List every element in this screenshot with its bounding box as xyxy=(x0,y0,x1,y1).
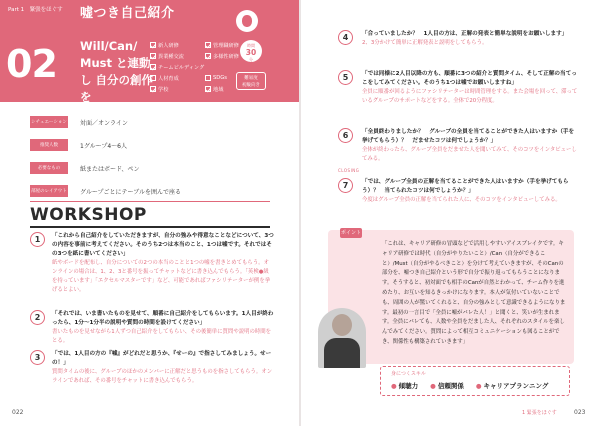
workshop-step xyxy=(30,310,274,346)
step-script: 「では同様に2人目以降の方も、順番に3つの紹介と質問タイム、そして正解の当てっこをしてみてください。そのうち1つは嘘でお願いしますね」 xyxy=(362,71,577,86)
usage-check-label: 異業種交流 xyxy=(158,53,184,60)
skill-item xyxy=(391,381,418,390)
step-note: 2、3分かけて簡単に正解発表と説明をしてもらう。 xyxy=(362,40,488,46)
skill-label: 傾聴力 xyxy=(398,382,419,390)
checked-box-icon xyxy=(205,42,211,48)
checked-box-icon xyxy=(150,53,156,59)
info-value: 対面／オンライン xyxy=(80,119,128,127)
activity-title: 嘘つき自己紹介 xyxy=(80,6,175,21)
workshop-step xyxy=(340,178,578,205)
info-label: 推奨人数 xyxy=(30,139,68,151)
info-label: 部屋のレイアウト xyxy=(30,185,68,197)
time-badge xyxy=(240,40,262,62)
workshop-underline xyxy=(30,226,270,228)
step-note: 全体が終わったら、グループ全員をだませた人を聞いてみて、そのコツをインタビューしてみる。 xyxy=(362,147,577,162)
info-table xyxy=(30,112,270,204)
step-script: 「これから自己紹介をしていただきますが、自分の強みや得意なことなどについて、3つの内容を事前に考えてください。そのうち2つは本当のこと、1つは嘘です。それではその3つを紙に書いてください」 xyxy=(52,233,274,257)
usage-check-label: 地域 xyxy=(213,86,224,93)
usage-check-item xyxy=(150,62,260,72)
checked-box-icon xyxy=(150,42,156,48)
workshop-heading: WORKSHOP xyxy=(30,205,147,225)
info-value: グループごとにテーブルを囲んで座る xyxy=(80,188,181,196)
time-label: 時間 xyxy=(247,43,255,48)
checked-box-icon xyxy=(205,53,211,59)
step-number: 5 xyxy=(338,70,353,85)
usage-check-item xyxy=(150,84,205,94)
info-row xyxy=(30,112,270,132)
step-note: 質問タイムの後に、グループのほかのメンバーに正解だと思うものを指さしてもらう。オンラインであれば、その番号をチャットに書き込んでもらう。 xyxy=(52,369,273,384)
divider xyxy=(30,201,270,202)
activity-subtitle: Will/Can/ Must と連動し 自分の創作を xyxy=(80,39,154,104)
workshop-step xyxy=(30,232,274,295)
info-row xyxy=(30,158,270,178)
time-unit: 分 xyxy=(249,57,253,62)
checked-box-icon xyxy=(150,86,156,92)
usage-check-item xyxy=(150,40,205,50)
unchecked-box-icon xyxy=(205,75,211,81)
step-number: 6 xyxy=(338,128,353,143)
time-value: 30 xyxy=(245,48,257,57)
part-label: Part 1 緊張をほぐす xyxy=(8,7,63,13)
activity-header xyxy=(0,0,300,102)
unchecked-box-icon xyxy=(150,75,156,81)
usage-check-label: 学校 xyxy=(158,86,169,93)
point-tag: ポイント xyxy=(340,230,361,236)
usage-check-item xyxy=(150,51,205,61)
usage-check-label: SDGs xyxy=(213,75,228,81)
running-title: 1 緊張をほぐす xyxy=(522,410,557,416)
step-note: 全員に順番が回るようにファシリテーターは時間管理をする。また会場を回って、滞っているグループのサポートなどをする。全体で20分程度。 xyxy=(362,89,578,104)
usage-check-label: 新人研修 xyxy=(158,42,179,49)
bullet-icon: ● xyxy=(391,382,397,390)
activity-number: 02 xyxy=(6,42,57,86)
step-number: 3 xyxy=(30,350,45,365)
step-number: 2 xyxy=(30,310,45,325)
info-label: 必要なもの xyxy=(30,162,68,174)
page-number-right: 023 xyxy=(574,409,586,416)
usage-check-label: 管理職研修 xyxy=(213,42,239,49)
facilitator-avatar xyxy=(318,308,366,368)
step-script: 「では、グループ全員の正解を当てることができた人はいますか（手を挙げてもらう）？ 当てられたコツは何でしょうか？」 xyxy=(362,179,569,194)
workshop-step xyxy=(340,128,578,164)
info-row xyxy=(30,181,270,201)
usage-check-item xyxy=(150,73,205,83)
level-label: 難易度 xyxy=(244,76,258,81)
bullet-icon: ● xyxy=(430,382,436,390)
usage-check-label: 多様性研修 xyxy=(213,53,239,60)
step-note: 紙やボードを配布し、自分についての2つの本当のことと1つの嘘を書きとめてもらう。オンラインの場合は、1、2、3と番号を振ってチャットなどに書き込んでもらう。「英検●級を持っています」「エクセルマスターです」など、可能であればファシリテーターが例を挙げるとよい。 xyxy=(52,260,271,293)
usage-check-label: チームビルディング xyxy=(158,64,205,71)
step-script: 「合っていましたか？ 1人目の方は、正解の発表と簡単な説明をお願いします」 xyxy=(362,31,568,37)
gutter xyxy=(299,0,301,426)
info-label: シチュエーション xyxy=(30,116,68,128)
info-value: 紙またはボード、ペン xyxy=(80,165,140,173)
skill-label: 信頼関係 xyxy=(437,382,464,390)
bullet-icon: ● xyxy=(475,382,482,390)
level-badge xyxy=(236,72,266,90)
info-row xyxy=(30,135,270,155)
step-note: 今度はグループ全員の正解を当てられた人に、そのコツをインタビューしてみる。 xyxy=(362,197,561,203)
step-number: 4 xyxy=(338,30,353,45)
workshop-step xyxy=(340,70,578,106)
skill-item xyxy=(430,381,464,390)
level-value: 初級向き xyxy=(242,83,260,88)
skill-item xyxy=(476,381,549,390)
step-note: 書いたものを見せながら1人ずつ自己紹介をしてもらい、その後簡単に質問や説明の時間をとる。 xyxy=(52,329,272,344)
skills-box xyxy=(380,366,570,396)
page-number-left: 022 xyxy=(12,409,24,416)
step-script: 「全員終わりましたか？ グループの全員を当てることができた人はいますか（手を挙げてもらう）？ だませたコツは何でしょうか？」 xyxy=(362,129,575,144)
point-text: 「これは、キャリア研修の冒頭などで活用しやすいアイスブレイクです。キャリア研修では時代（自分がやりたいこと）/Can（自分ができること）/Must（自分がやるべきこと）を分けて考えていきますが、そのCanの部分を、嘘つき自己紹介という形で自分で振り返ってもらうことになります。そうすると、初対面でも相手のCanが自然とわかって、チーム作りを進めたり、お互いを知るきっかけになります。本人が気付いていないことでも、周囲の人が驚いてくれると、自分の強みとして意識できるようになります。最初の一言目で「全員に嘘がバレた人！」と聞くと、笑いが生まれます。全員にバレても、人数や全員をだました人、それぞれのスタイルを楽しんでみてください。質問によって相互コミュニケーションも図ることができ、関係性も構築されていきます」 xyxy=(382,241,566,345)
checked-box-icon xyxy=(150,64,156,70)
usage-check-label: 人材育成 xyxy=(158,75,179,82)
checked-box-icon xyxy=(205,86,211,92)
closing-label: CLOSING xyxy=(338,168,360,173)
skills-heading: 身につくスキル xyxy=(391,371,426,377)
skills-list xyxy=(391,381,548,390)
skill-label: キャリアプランニング xyxy=(483,382,549,390)
workshop-step xyxy=(30,350,274,386)
step-number: 7 xyxy=(338,178,353,193)
step-script: 「それでは、いま書いたものを見せて、順番に自己紹介をしてもらいます。1人目が終わったら、1分～1分半の説明や質問の時間を設けてください」 xyxy=(52,311,274,326)
workshop-step xyxy=(340,30,578,48)
face-icon xyxy=(236,10,258,32)
step-number: 1 xyxy=(30,232,45,247)
info-value: 1グループ4～6人 xyxy=(80,142,127,150)
step-script: 「では、1人目の方の『嘘』がどれだと思うか、『せーの』で指さしてみましょう。せーの！」 xyxy=(52,351,272,366)
